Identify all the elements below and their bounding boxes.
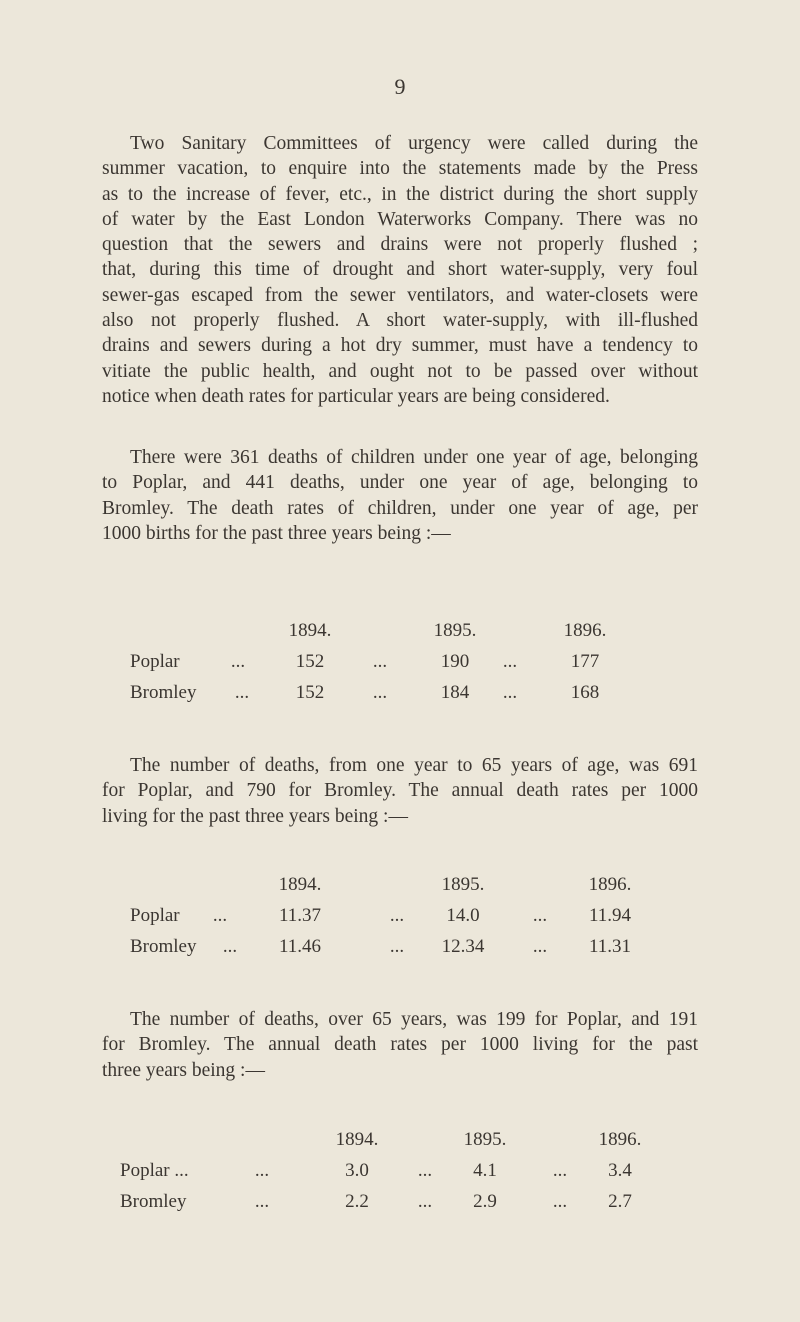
table-header-row <box>0 616 700 646</box>
table-cell: 2.2 <box>345 1191 369 1212</box>
table-cell: 11.37 <box>278 905 322 926</box>
table-cell: 190 <box>440 651 470 672</box>
text-line: drains and sewers during a hot dry summer, must have a tendency to <box>102 335 698 357</box>
table-row <box>0 932 700 962</box>
table-row <box>0 1187 700 1217</box>
paragraph <box>102 1007 698 1083</box>
text-line: as to the increase of fever, etc., in the district during the short supply <box>102 183 698 205</box>
dot-leader: ... <box>417 1191 433 1212</box>
row-label: Bromley <box>130 936 197 957</box>
dot-leader: ... <box>389 905 405 926</box>
row-label: Bromley <box>130 682 197 703</box>
dot-leader: ... <box>234 682 250 703</box>
row-label: Poplar ... <box>120 1160 189 1181</box>
year-header: 1895. <box>463 1129 507 1150</box>
paragraph <box>102 131 698 409</box>
text-line: Two Sanitary Committees of urgency were called during the <box>130 133 698 154</box>
table-cell: 168 <box>570 682 600 703</box>
table-row <box>0 1156 700 1186</box>
dot-leader: ... <box>372 651 388 672</box>
text-line: vitiate the public health, and ought not to be passed over without <box>102 360 698 382</box>
dot-leader: ... <box>502 651 518 672</box>
dot-leader: ... <box>552 1191 568 1212</box>
dot-leader: ... <box>254 1191 270 1212</box>
dot-leader: ... <box>417 1160 433 1181</box>
text-line: The number of deaths, over 65 years, was 199 for Poplar, and 191 <box>130 1009 698 1030</box>
table-row <box>0 647 700 677</box>
year-header: 1895. <box>441 874 485 895</box>
table-cell: 4.1 <box>473 1160 497 1181</box>
dot-leader: ... <box>532 905 548 926</box>
year-header: 1896. <box>598 1129 642 1150</box>
table-cell: 177 <box>570 651 600 672</box>
text-line: The number of deaths, from one year to 65 years of age, was 691 <box>130 755 698 776</box>
table-row <box>0 678 700 708</box>
text-line: three years being :— <box>102 1059 265 1081</box>
dot-leader: ... <box>230 651 246 672</box>
year-header: 1894. <box>335 1129 379 1150</box>
text-line: summer vacation, to enquire into the statements made by the Press <box>102 158 698 180</box>
row-label: Poplar <box>130 651 180 672</box>
table-cell: 14.0 <box>446 905 480 926</box>
row-label: Poplar <box>130 905 180 926</box>
text-line: for Bromley. The annual death rates per 1000 living for the past <box>102 1034 698 1056</box>
dot-leader: ... <box>254 1160 270 1181</box>
page-number: 9 <box>394 74 406 99</box>
dot-leader: ... <box>212 905 228 926</box>
year-header: 1895. <box>433 620 477 641</box>
table-header-row <box>0 1125 700 1155</box>
text-line: question that the sewers and drains were not properly flushed ; <box>102 234 698 256</box>
table-cell: 11.46 <box>278 936 322 957</box>
text-line: Bromley. The death rates of children, under one year of age, per <box>102 497 698 519</box>
text-line: 1000 births for the past three years being :— <box>102 522 451 544</box>
table-cell: 12.34 <box>441 936 485 957</box>
text-line: also not properly flushed. A short water-supply, with ill-flushed <box>102 310 698 332</box>
text-line: for Poplar, and 790 for Bromley. The annual death rates per 1000 <box>102 780 698 802</box>
dot-leader: ... <box>502 682 518 703</box>
table-row <box>0 901 700 931</box>
text-line: that, during this time of drought and short water-supply, very foul <box>102 259 698 281</box>
table-cell: 11.94 <box>588 905 632 926</box>
table-cell: 184 <box>440 682 470 703</box>
table-cell: 3.0 <box>345 1160 369 1181</box>
dot-leader: ... <box>552 1160 568 1181</box>
year-header: 1894. <box>288 620 332 641</box>
table-cell: 2.7 <box>608 1191 632 1212</box>
table-cell: 2.9 <box>473 1191 497 1212</box>
table-header-row <box>0 870 700 900</box>
row-label: Bromley <box>120 1191 187 1212</box>
paragraph <box>102 445 698 546</box>
paragraph <box>102 753 698 829</box>
text-line: There were 361 deaths of children under one year of age, belonging <box>130 447 698 468</box>
dot-leader: ... <box>532 936 548 957</box>
year-header: 1894. <box>278 874 322 895</box>
dot-leader: ... <box>372 682 388 703</box>
dot-leader: ... <box>389 936 405 957</box>
text-line: to Poplar, and 441 deaths, under one year of age, belonging to <box>102 472 698 494</box>
text-line: sewer-gas escaped from the sewer ventilators, and water-closets were <box>102 284 698 306</box>
text-line: of water by the East London Waterworks Company. There was no <box>102 208 698 230</box>
year-header: 1896. <box>563 620 607 641</box>
table-cell: 152 <box>295 651 325 672</box>
text-line: living for the past three years being :— <box>102 805 408 827</box>
table-cell: 3.4 <box>608 1160 632 1181</box>
year-header: 1896. <box>588 874 632 895</box>
table-cell: 11.31 <box>588 936 632 957</box>
table-cell: 152 <box>295 682 325 703</box>
text-line: notice when death rates for particular years are being considered. <box>102 385 610 407</box>
dot-leader: ... <box>222 936 238 957</box>
